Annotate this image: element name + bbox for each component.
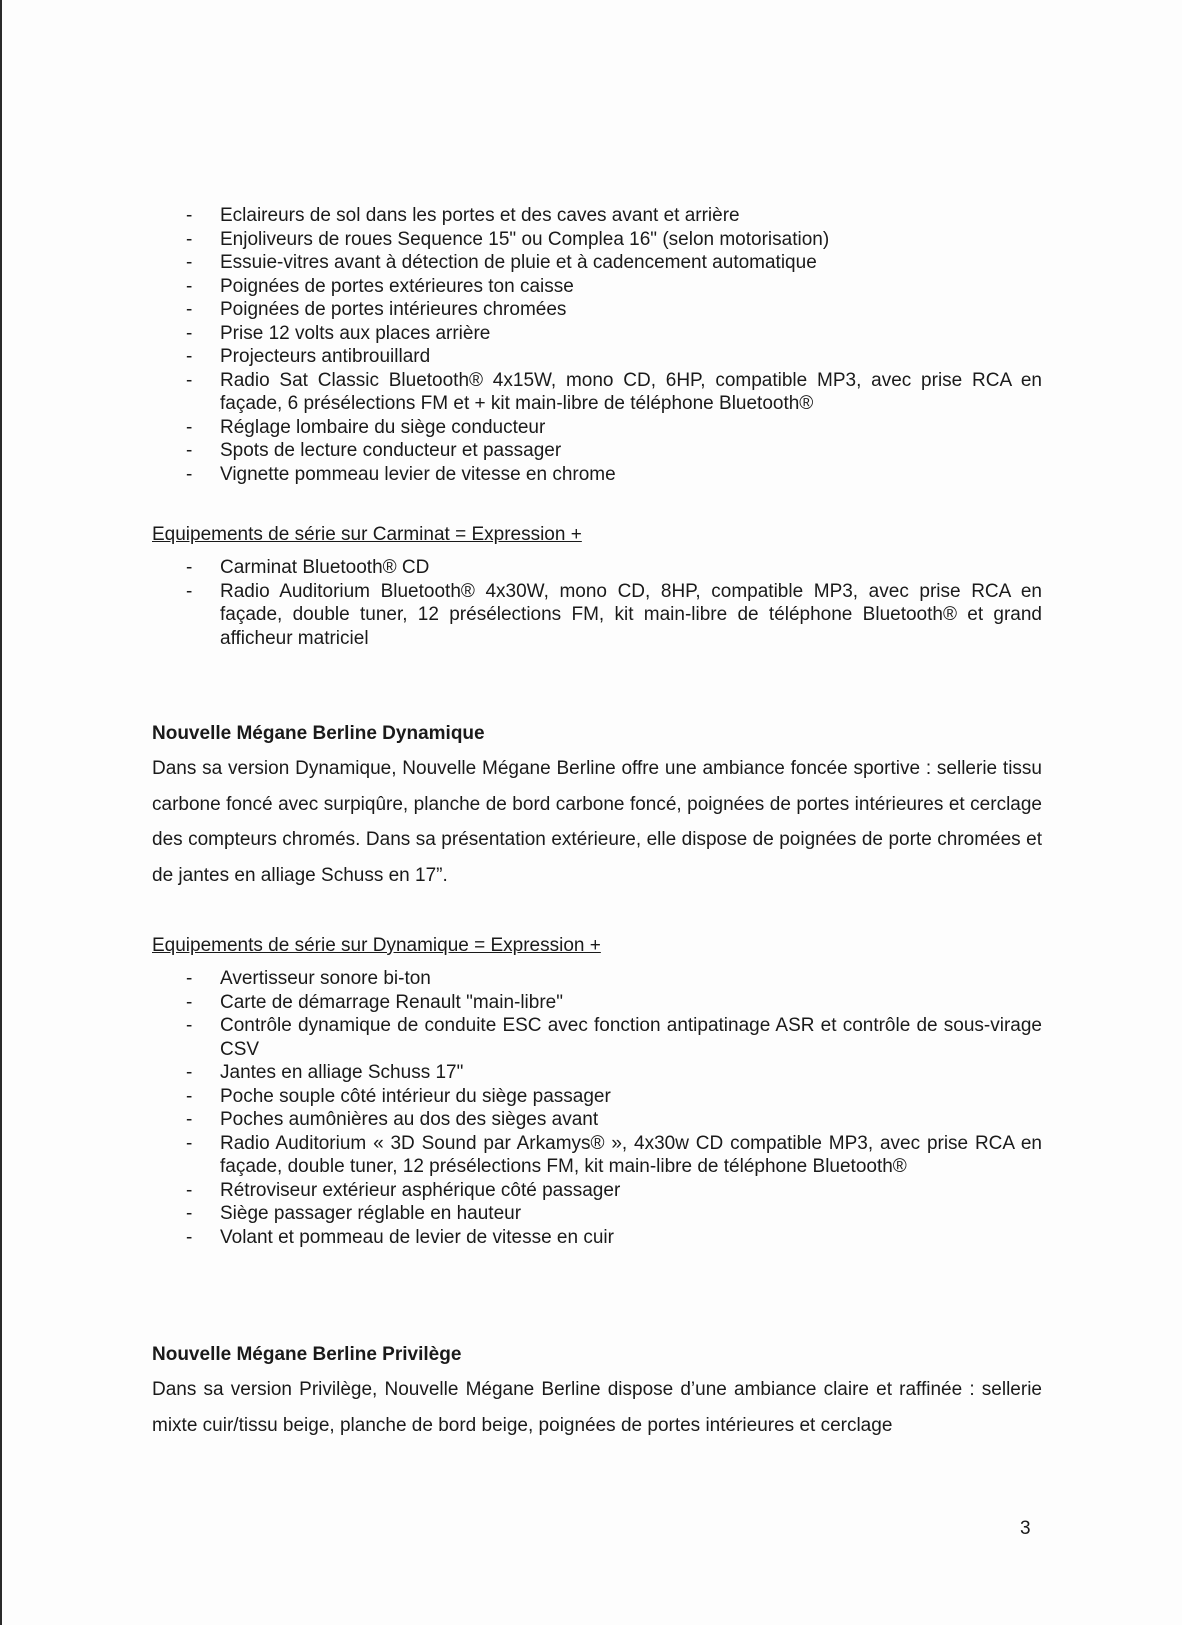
equipment-list-top (152, 204, 1042, 486)
list-item: - Eclaireurs de sol dans les portes et des caves avant et arrière (186, 205, 740, 226)
list-item: - Réglage lombaire du siège conducteur (186, 416, 546, 438)
list-item: - Prise 12 volts aux places arrière (186, 322, 491, 344)
list-item: - Carminat Bluetooth® CD (186, 557, 430, 578)
list-item: - Rétroviseur extérieur asphérique côté passager (186, 1179, 621, 1201)
dynamique-equipment-list (152, 967, 1042, 1249)
list-item: - Radio Auditorium Bluetooth® 4x30W, mono CD, 8HP, compatible MP3, avec prise RCA en façade, double tuner, 12 présélections FM, kit main-libre de téléphone Bluetooth® et grand afficheur matriciel (186, 580, 1042, 649)
carminat-equipment-heading: Equipements de série sur Carminat = Expression + (152, 524, 582, 545)
list-item: - Spots de lecture conducteur et passager (186, 440, 562, 461)
list-item: - Poches aumônières au dos des sièges avant (186, 1109, 599, 1130)
list-item: - Poignées de portes intérieures chromées (186, 299, 567, 320)
list-item: - Jantes en alliage Schuss 17" (186, 1062, 464, 1083)
list-item: - Contrôle dynamique de conduite ESC avec fonction antipatinage ASR et contrôle de sous-virage CSV (186, 1015, 1042, 1060)
page-number: 3 (1020, 1518, 1031, 1539)
carminat-equipment-list (152, 556, 1042, 650)
privilege-title: Nouvelle Mégane Berline Privilège (152, 1344, 462, 1365)
list-item: - Radio Auditorium « 3D Sound par Arkamys® », 4x30w CD compatible MP3, avec prise RCA en façade, double tuner, 12 présélections FM, kit main-libre de téléphone Bluetooth® (186, 1132, 1042, 1177)
list-item: - Poignées de portes extérieures ton caisse (186, 275, 574, 297)
dynamique-paragraph: Dans sa version Dynamique, Nouvelle Mégane Berline offre une ambiance foncée sportive : sellerie tissu carbone foncé avec surpiqûre, planche de bord carbone foncé, poignées de portes intérieures et cerclage des compteurs chromés. Dans sa présentation extérieure, elle dispose de poignées de porte chromées et de jantes en alliage Schuss en 17”. (152, 758, 1042, 886)
list-item: - Essuie-vitres avant à détection de pluie et à cadencement automatique (186, 252, 817, 273)
list-item: - Vignette pommeau levier de vitesse en chrome (186, 463, 616, 485)
list-item: - Avertisseur sonore bi-ton (186, 968, 431, 989)
dynamique-title: Nouvelle Mégane Berline Dynamique (152, 723, 485, 744)
dynamique-equipment-heading: Equipements de série sur Dynamique = Expression + (152, 935, 601, 956)
list-item: - Poche souple côté intérieur du siège passager (186, 1085, 611, 1107)
list-item: - Carte de démarrage Renault "main-libre" (186, 991, 563, 1013)
list-item: - Projecteurs antibrouillard (186, 346, 431, 367)
list-item: - Enjoliveurs de roues Sequence 15" ou Complea 16" (selon motorisation) (186, 228, 830, 250)
list-item: - Volant et pommeau de levier de vitesse en cuir (186, 1226, 614, 1248)
list-item: - Siège passager réglable en hauteur (186, 1203, 522, 1224)
list-item: - Radio Sat Classic Bluetooth® 4x15W, mono CD, 6HP, compatible MP3, avec prise RCA en façade, 6 présélections FM et + kit main-libre de téléphone Bluetooth® (186, 369, 1042, 414)
privilege-paragraph: Dans sa version Privilège, Nouvelle Mégane Berline dispose d’une ambiance claire et raffinée : sellerie mixte cuir/tissu beige, planche de bord beige, poignées de portes intérieures et cerclage (152, 1379, 1042, 1436)
